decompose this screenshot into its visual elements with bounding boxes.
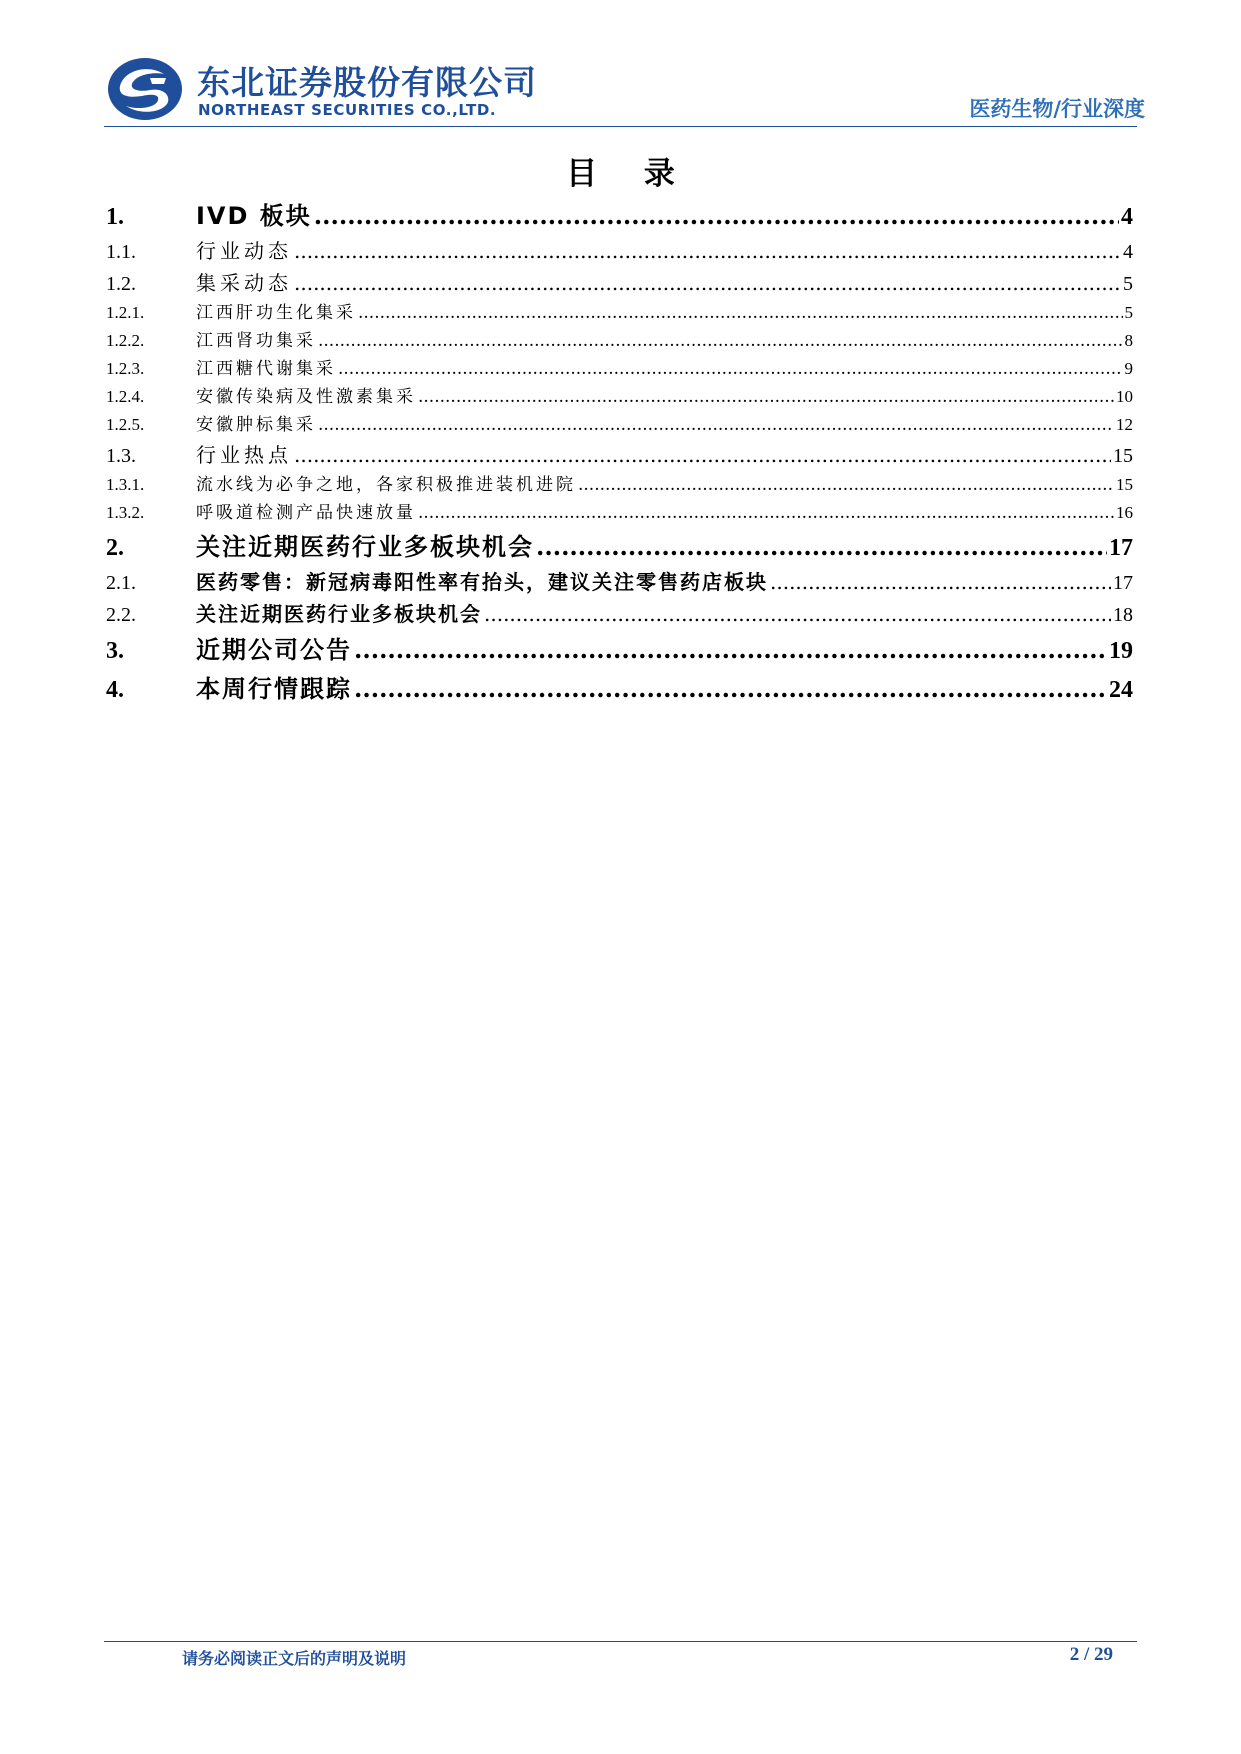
toc-page: 15 (1113, 445, 1133, 467)
toc-page: 24 (1109, 677, 1133, 703)
toc-label: 江西糖代谢集采 (196, 359, 336, 379)
company-name-cn: 东北证券股份有限公司 (197, 63, 537, 102)
toc-page: 18 (1113, 604, 1133, 626)
toc-page: 10 (1116, 387, 1133, 406)
toc-number: 1.1. (106, 241, 136, 263)
toc-number: 1.2.5. (106, 415, 145, 434)
toc-number: 1.3.2. (106, 503, 145, 522)
toc-leader (358, 299, 1123, 327)
toc-entry[interactable] (106, 299, 1133, 327)
toc-leader (578, 471, 1114, 499)
toc-entry[interactable] (106, 566, 1133, 598)
toc-label: 行业热点 (196, 443, 292, 467)
toc-page: 4 (1123, 241, 1133, 263)
toc-page: 16 (1116, 503, 1133, 522)
toc-label: 安徽传染病及性激素集采 (196, 387, 416, 407)
toc-leader (536, 527, 1107, 566)
toc-leader (318, 327, 1123, 355)
toc-label: 行业动态 (196, 239, 292, 263)
toc-page: 15 (1116, 475, 1133, 494)
toc-label: 流水线为必争之地，各家积极推进装机进院 (196, 475, 576, 495)
toc-label: 本周行情跟踪 (196, 675, 352, 703)
toc-entry[interactable] (106, 439, 1133, 471)
toc-number: 2.1. (106, 572, 136, 594)
toc-leader (418, 499, 1114, 527)
toc-entry[interactable] (106, 235, 1133, 267)
toc-leader (418, 383, 1114, 411)
toc-leader (354, 669, 1107, 708)
toc-entry[interactable] (106, 355, 1133, 383)
toc-leader (294, 439, 1111, 471)
toc-label: 安徽肿标集采 (196, 415, 316, 435)
toc-entry[interactable] (106, 327, 1133, 355)
table-of-contents (106, 196, 1133, 708)
toc-leader (294, 235, 1121, 267)
header-divider (104, 126, 1137, 127)
toc-leader (318, 411, 1114, 439)
page-number: 2 / 29 (1069, 1644, 1113, 1665)
toc-page: 4 (1121, 204, 1133, 230)
toc-number: 1.2. (106, 273, 136, 295)
toc-page: 5 (1123, 273, 1133, 295)
toc-leader (338, 355, 1123, 383)
toc-label: 呼吸道检测产品快速放量 (196, 503, 416, 523)
toc-entry[interactable] (106, 383, 1133, 411)
toc-leader (314, 196, 1119, 235)
toc-number: 3. (106, 638, 124, 664)
northeast-securities-logo-icon (106, 56, 184, 122)
toc-label: 关注近期医药行业多板块机会 (196, 533, 534, 561)
toc-label: 江西肝功生化集采 (196, 303, 356, 323)
toc-label: 关注近期医药行业多板块机会 (196, 602, 482, 626)
toc-entry[interactable] (106, 669, 1133, 708)
toc-leader (294, 267, 1121, 299)
toc-label: 江西肾功集采 (196, 331, 316, 351)
toc-number: 1.2.3. (106, 359, 145, 378)
toc-label: 近期公司公告 (196, 636, 352, 664)
toc-title: 目 录 (566, 156, 693, 192)
toc-number: 1.2.1. (106, 303, 145, 322)
toc-leader (484, 598, 1111, 630)
toc-entry[interactable] (106, 499, 1133, 527)
toc-number: 1.3. (106, 445, 136, 467)
toc-page: 8 (1124, 331, 1133, 350)
toc-page: 17 (1109, 535, 1133, 561)
toc-page: 17 (1113, 572, 1133, 594)
toc-number: 2.2. (106, 604, 136, 626)
toc-entry[interactable] (106, 267, 1133, 299)
toc-entry[interactable] (106, 411, 1133, 439)
toc-entry[interactable] (106, 471, 1133, 499)
toc-label: 医药零售：新冠病毒阳性率有抬头，建议关注零售药店板块 (196, 570, 768, 594)
footer-divider (104, 1641, 1137, 1642)
toc-page: 12 (1116, 415, 1133, 434)
toc-label: 集采动态 (196, 271, 292, 295)
company-name-en: NORTHEAST SECURITIES CO.,LTD. (198, 101, 497, 119)
toc-number: 1. (106, 204, 124, 230)
toc-entry[interactable] (106, 196, 1133, 235)
toc-page: 19 (1109, 638, 1133, 664)
toc-entry[interactable] (106, 598, 1133, 630)
toc-number: 1.2.4. (106, 387, 145, 406)
toc-page: 9 (1124, 359, 1133, 378)
toc-number: 2. (106, 535, 124, 561)
toc-number: 1.2.2. (106, 331, 145, 350)
toc-leader (770, 566, 1111, 598)
footer-disclaimer: 请务必阅读正文后的声明及说明 (182, 1649, 407, 1668)
report-category: 医药生物/行业深度 (969, 97, 1145, 121)
toc-leader (354, 630, 1107, 669)
toc-number: 4. (106, 677, 124, 703)
toc-entry[interactable] (106, 630, 1133, 669)
toc-label: IVD 板块 (196, 202, 312, 230)
toc-entry[interactable] (106, 527, 1133, 566)
toc-number: 1.3.1. (106, 475, 145, 494)
toc-page: 5 (1124, 303, 1133, 322)
